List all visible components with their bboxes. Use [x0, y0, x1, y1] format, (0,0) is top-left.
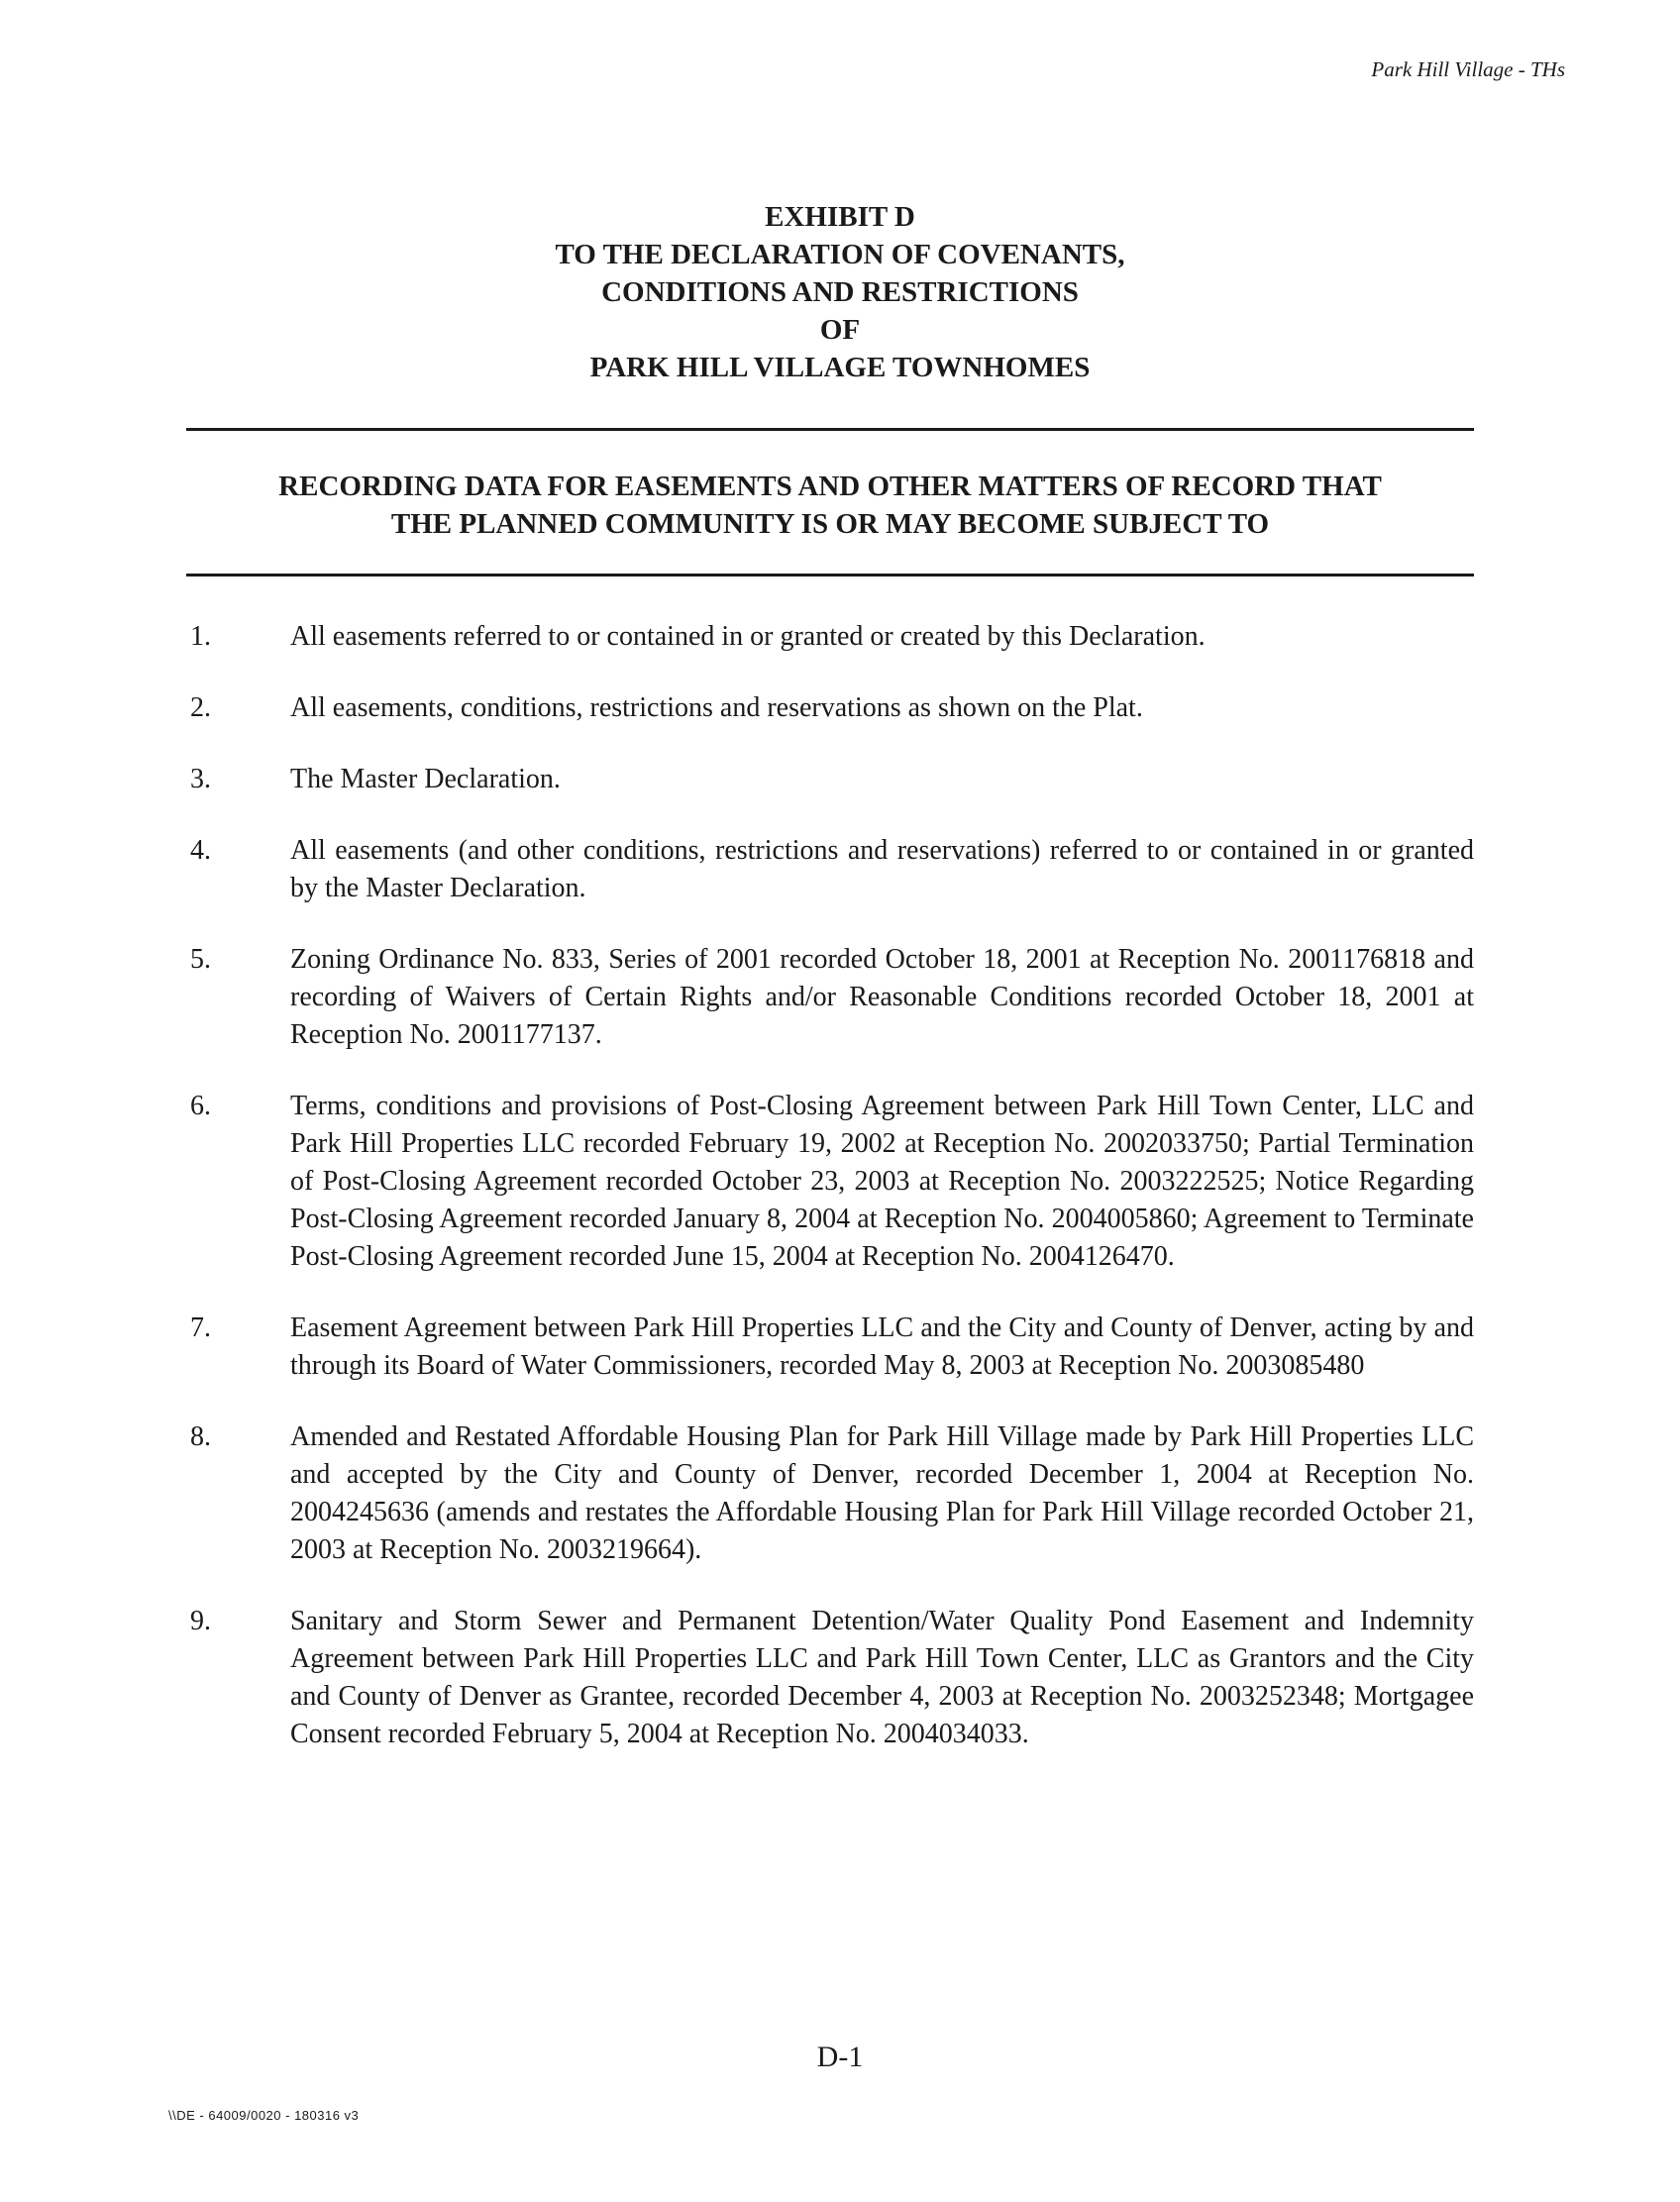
list-item: [0, 941, 1680, 1054]
item-text: Zoning Ordinance No. 833, Series of 2001 recorded October 18, 2001 at Reception No. 2001176818 and recording of Waivers of Certain Rights and/or Reasonable Conditions recorded October 18, 2001 at Reception No. 2001177137.: [290, 944, 1474, 1050]
top-divider: [186, 428, 1474, 431]
subtitle-line: RECORDING DATA FOR EASEMENTS AND OTHER MATTERS OF RECORD THAT: [278, 471, 1382, 502]
exhibit-title: [0, 198, 1680, 386]
bottom-divider: [186, 574, 1474, 577]
recording-items-list: [0, 618, 1680, 1787]
item-text: Easement Agreement between Park Hill Properties LLC and the City and County of Denver, acting by and through its Board of Water Commissioners, recorded May 8, 2003 at Reception No. 2003085480: [290, 1312, 1474, 1381]
item-number: 4.: [190, 835, 211, 866]
item-text: All easements referred to or contained in or granted or created by this Declaration.: [290, 621, 1206, 652]
title-line: CONDITIONS AND RESTRICTIONS: [601, 276, 1079, 308]
title-line: PARK HILL VILLAGE TOWNHOMES: [589, 352, 1091, 383]
item-number: 5.: [190, 944, 211, 975]
list-item: [0, 1088, 1680, 1276]
title-line: TO THE DECLARATION OF COVENANTS,: [555, 239, 1125, 270]
item-text: Sanitary and Storm Sewer and Permanent Detention/Water Quality Pond Easement and Indemnity Agreement between Park Hill Properties LLC and Park Hill Town Center, LLC as Grantors and the City and County of Denver as Grantee, recorded December 4, 2003 at Reception No. 2003252348; Mortgagee Consent recorded February 5, 2004 at Reception No. 2004034033.: [290, 1606, 1474, 1749]
item-number: 3.: [190, 764, 211, 794]
subtitle-line: THE PLANNED COMMUNITY IS OR MAY BECOME SUBJECT TO: [390, 508, 1270, 540]
item-number: 2.: [190, 692, 211, 723]
title-line: EXHIBIT D: [765, 201, 915, 233]
list-item: [0, 1310, 1680, 1385]
item-text: Amended and Restated Affordable Housing Plan for Park Hill Village made by Park Hill Properties LLC and accepted by the City and County of Denver, recorded December 1, 2004 at Reception No. 2004245636 (amends and restates the Affordable Housing Plan for Park Hill Village recorded October 21, 2003 at Reception No. 2003219664).: [290, 1421, 1474, 1565]
item-text: The Master Declaration.: [290, 764, 561, 794]
list-item: [0, 689, 1680, 727]
list-item: [0, 1418, 1680, 1569]
item-text: Terms, conditions and provisions of Post-Closing Agreement between Park Hill Town Center, LLC and Park Hill Properties LLC recorded February 19, 2002 at Reception No. 2002033750; Partial Termination of Post-Closing Agreement recorded October 23, 2003 at Reception No. 2003222525; Notice Regarding Post-Closing Agreement recorded January 8, 2004 at Reception No. 2004005860; Agreement to Terminate Post-Closing Agreement recorded June 15, 2004 at Reception No. 2004126470.: [290, 1091, 1474, 1272]
item-text: All easements (and other conditions, restrictions and reservations) referred to or contained in or granted by the Master Declaration.: [290, 835, 1474, 903]
document-id: \\DE - 64009/0020 - 180316 v3: [168, 2108, 360, 2123]
section-subtitle: [158, 468, 1502, 543]
item-number: 8.: [190, 1421, 211, 1452]
page-number: D-1: [816, 2041, 864, 2073]
item-number: 9.: [190, 1606, 211, 1636]
item-number: 6.: [190, 1091, 211, 1121]
item-number: 1.: [190, 621, 211, 652]
list-item: [0, 618, 1680, 656]
item-text: All easements, conditions, restrictions and reservations as shown on the Plat.: [290, 692, 1143, 723]
list-item: [0, 1603, 1680, 1753]
item-number: 7.: [190, 1312, 211, 1343]
list-item: [0, 832, 1680, 907]
running-header: Park Hill Village - THs: [1371, 57, 1565, 81]
title-line: OF: [819, 314, 861, 346]
list-item: [0, 761, 1680, 798]
